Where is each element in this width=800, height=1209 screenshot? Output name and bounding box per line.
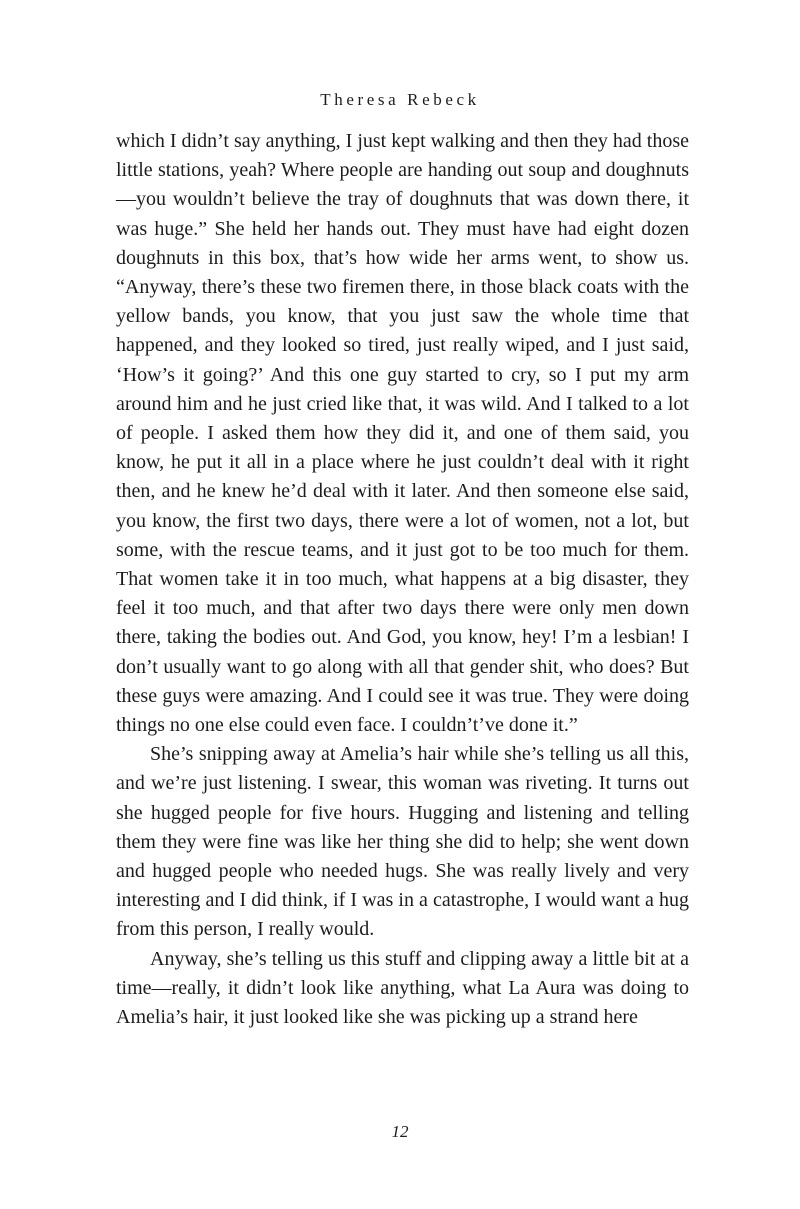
paragraph-3: Anyway, she’s telling us this stuff and clipping away a little bit at a time—really, it didn’t look like anything, what La Aura was doing to Amelia’s hair, it just looked like she was picking up a strand here xyxy=(116,947,689,1029)
body-text xyxy=(116,127,689,1032)
paragraph-1: which I didn’t say anything, I just kept walking and then they had those little stations, yeah? Where people are handing out soup and doughnuts—you wouldn’t believe the tray of doughnuts that was down there, it was huge.” She held her hands out. They must have had eight dozen doughnuts in this box, that’s how wide her arms went, to show us. “Anyway, there’s these two firemen there, in those black coats with the yellow bands, you know, that you just saw the whole time that happened, and they looked so tired, just really wiped, and I just said, ‘How’s it going?’ And this one guy started to cry, so I put my arm around him and he just cried like that, it was wild. And I talked to a lot of people. I asked them how they did it, and one of them said, you know, he put it all in a place where he just couldn’t deal with it right then, and he knew he’d deal with it later. And then someone else said, you know, the first two days, there were a lot of women, not a lot, but some, with the rescue teams, and it just got to be too much for them. That women take it in too much, what happens at a big disaster, they feel it too much, and that after two days there were only men down there, taking the bodies out. And God, you know, hey! I’m a lesbian! I don’t usually want to go along with all that gender shit, who does? But these guys were amazing. And I could see it was true. They were doing things no one else could even face. I couldn’t’ve done it.” xyxy=(116,130,689,737)
page-number: 12 xyxy=(391,1122,409,1141)
paragraph-2: She’s snipping away at Amelia’s hair while she’s telling us all this, and we’re just listening. I swear, this woman was riveting. It turns out she hugged people for five hours. Hugging and listening and telling them they were fine was like her thing she did to help; she went down and hugged people who needed hugs. She was really lively and very interesting and I did think, if I was in a catastrophe, I would want a hug from this person, I really would. xyxy=(116,743,689,941)
running-head-author: Theresa Rebeck xyxy=(320,90,480,109)
